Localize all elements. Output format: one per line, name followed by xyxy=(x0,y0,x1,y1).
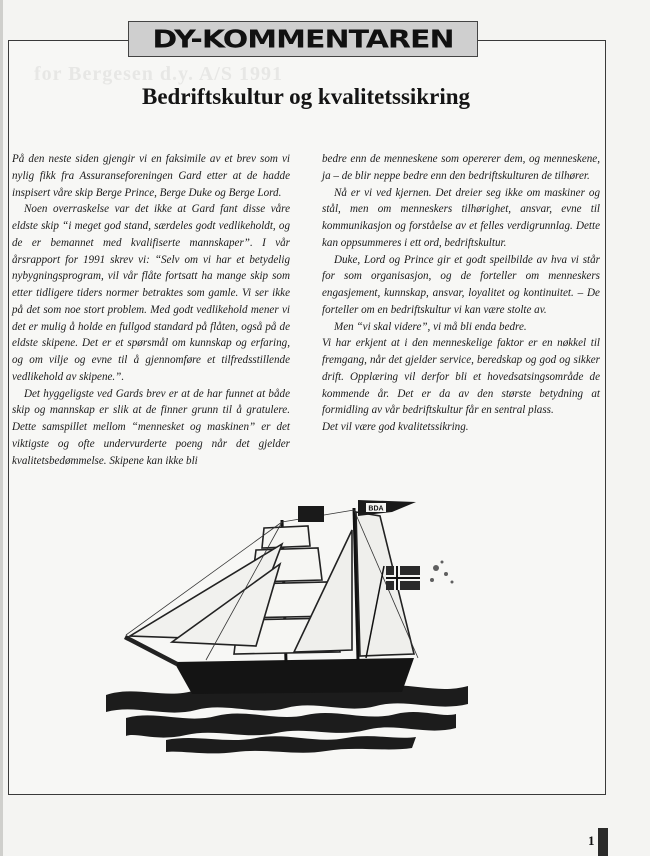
article-title: Bedriftskultur og kvalitetssikring xyxy=(142,84,470,109)
page-tab-marker xyxy=(598,828,608,856)
ship-hull xyxy=(174,658,414,694)
house-flag xyxy=(358,500,416,516)
pennant-flag xyxy=(298,506,324,522)
paragraph: Noen overraskelse var det ikke at Gard fant disse våre eldste skip “i meget god stand, særdeles godt vedlikeholdt, og de er bemannet med kvalifiserte mannskaper”. I vår årsrapport for 1991 skrev vi: “Selv om vi har et betydelig nybygningsprogram, vil vår flåte fortsatt ha mange skip som etter tidligere tiders normer betraktes som gamle. Vi ser ikke på det som noe stort problem. Med godt vedlikehold mener vi det er mulig å holde en fullgod standard på flåten, også på de eldste skipene. Det er et spørsmål om kunnskap og erfaring, og om vilje og evne til å gjennomføre et tilfredsstillende vedlikehold av skipene.”. xyxy=(12,203,290,383)
paragraph: Men “vi skal videre”, vi må bli enda bedre. xyxy=(334,320,527,333)
left-column xyxy=(12,151,290,469)
paragraph: bedre enn de menneskene som opererer dem, og menneskene, ja – de blir neppe bedre enn den bedriftskulturen de tilhører. xyxy=(322,153,600,182)
jib-sails xyxy=(130,544,282,646)
paragraph: Det vil være god kvalitetssikring. xyxy=(322,421,469,433)
page-edge xyxy=(0,0,3,856)
sailing-ship-illustration xyxy=(96,490,476,760)
banner-label: DY-KOMMENTAREN xyxy=(152,24,454,54)
paragraph: Nå er vi ved kjernen. Det dreier seg ikke om maskiner og stål, men om menneskers tilhørighet, ansvar, evne til kommunikasjon og forståelse av et felles verdigrunnlag. Dette kan oppsummeres i ett ord, bedriftskultur. xyxy=(322,186,600,249)
paragraph: Duke, Lord og Prince gir et godt speilbilde av hva vi står for som organisasjon, og de forteller om menneskers engasjement, kunnskap, ansvar, loyalitet og kontinuitet. – De forteller om en bedriftskultur vi kan være stolte av. xyxy=(322,253,600,316)
page-number: 1 xyxy=(588,833,595,848)
right-column xyxy=(322,151,600,436)
paragraph: Vi har erkjent at i den menneskelige faktor er en nøkkel til fremgang, når det gjelder service, beredskap og god og sikker drift. Opplæring vil derfor bli et hovedsatsingsområde de kommende år. Det er da av den største betydning at formidling av vår bedriftskultur får en sentral plass. xyxy=(322,337,600,417)
paragraph: Det hyggeligste ved Gards brev er at de har funnet at både skip og mannskap er slik at de finner grunn til å gratulere. Dette samspillet mellom “mennesket og maskinen” er det viktigste og ofte undervurderte poeng når det gjelder kvalitetsbedømmelse. Skipene kan ikke bli xyxy=(12,387,290,467)
paragraph: På den neste siden gjengir vi en faksimile av et brev som vi nylig fikk fra Assuranseforeningen Gard etter at de hadde inspisert våre skip Berge Prince, Berge Duke og Berge Lord. xyxy=(12,153,290,199)
ghost-show-through-text: for Bergesen d.y. A/S 1991 xyxy=(34,63,283,85)
house-flag-text: BDA xyxy=(368,505,384,513)
section-banner xyxy=(128,21,478,57)
sea-waves xyxy=(106,686,468,754)
